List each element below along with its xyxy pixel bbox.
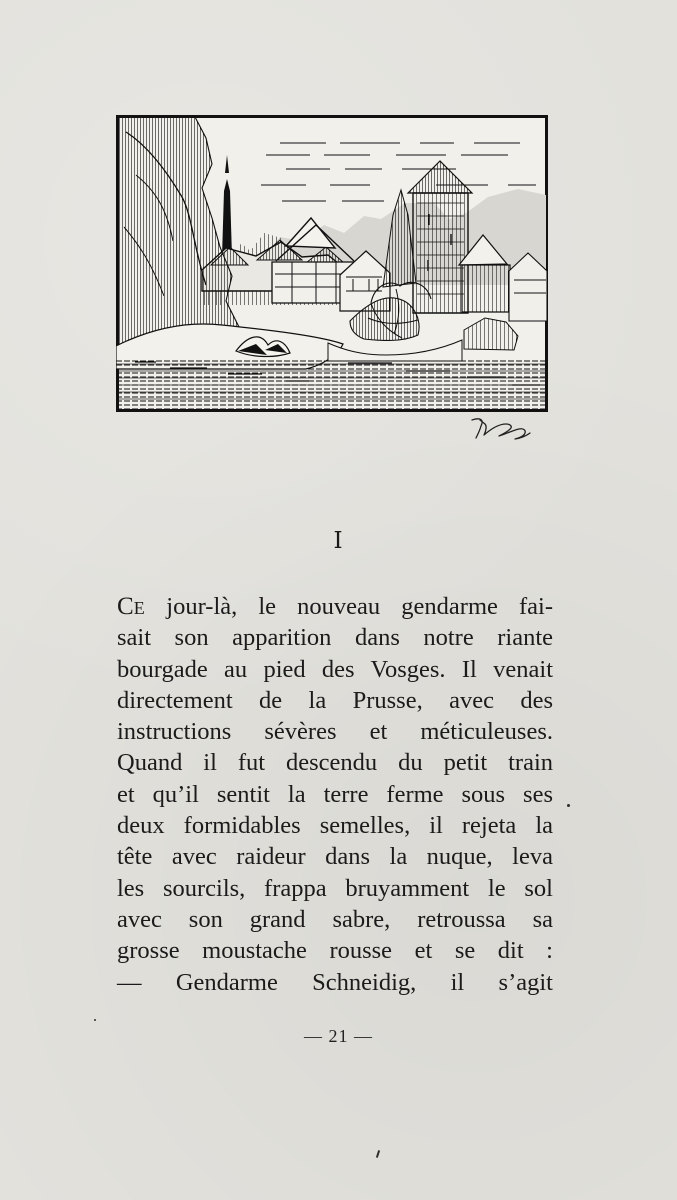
main-paragraph (117, 591, 553, 998)
drop-cap: C (117, 593, 134, 620)
page-number: — 21 — (304, 1026, 373, 1046)
text-line-10: les sourcils, frappa bruyamment le sol (117, 874, 553, 902)
chapter-number: I (333, 528, 344, 554)
text-line-6: Quand il fut descendu du petit train (117, 749, 553, 777)
paper-mark (376, 1150, 380, 1158)
text-line-11: avec son grand sabre, retroussa sa (117, 905, 553, 933)
paper-speck (567, 804, 570, 807)
text-line-1: CE jour-là, le nouveau gendarme fai- (117, 593, 553, 620)
text-line-7: et qu’il sentit la terre ferme sous ses (117, 780, 553, 808)
text-line-4: directement de la Prusse, avec des (117, 686, 553, 714)
text-line-9: tête avec raideur dans la nuque, leva (117, 843, 553, 871)
text-line-2: sait son apparition dans notre riante (117, 624, 553, 652)
text-line-13: — Gendarme Schneidig, il s’agit (117, 968, 553, 996)
engraving-illustration (116, 115, 548, 412)
text-line-8: deux formidables semelles, il rejeta la (117, 812, 553, 840)
text-line-3: bourgade au pied des Vosges. Il venait (117, 655, 553, 683)
artist-signature-illustration (470, 416, 532, 440)
small-cap: E (133, 598, 146, 618)
text-line-5: instructions sévères et méticuleuses. (117, 718, 553, 746)
text-line-12: grosse moustache rousse et se dit : (117, 937, 553, 965)
paper-speck (94, 1019, 96, 1021)
